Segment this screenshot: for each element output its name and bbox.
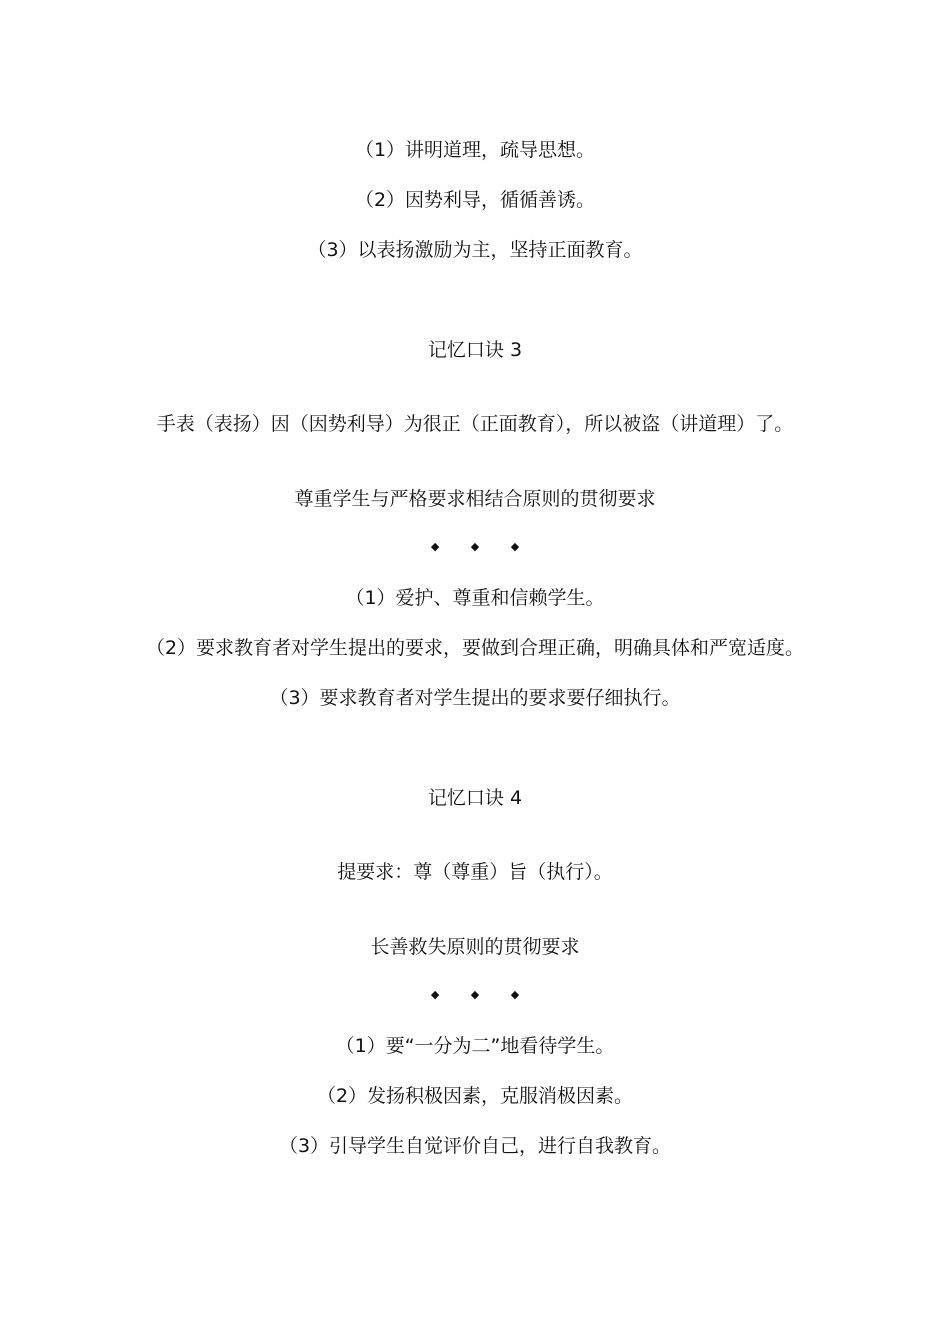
list-item: （2）发扬积极因素，克服消极因素。 [316,1085,634,1107]
mnemonic-title: 记忆口诀 4 [427,787,523,809]
mnemonic-title: 记忆口诀 3 [427,339,523,361]
list-item: （2）因势利导，循循善诱。 [354,189,596,211]
section-heading: 长善救失原则的贯彻要求 [370,936,580,958]
section-heading: 尊重学生与严格要求相结合原则的贯彻要求 [294,488,656,510]
list-item: （3）要求教育者对学生提出的要求要仔细执行。 [269,687,681,709]
list-item: （2）要求教育者对学生提出的要求，要做到合理正确，明确具体和严宽适度。 [145,637,805,659]
mnemonic-text: 提要求：尊（尊重）旨（执行）。 [337,861,613,883]
list-item: （3）以表扬激励为主，坚持正面教育。 [307,239,643,261]
mnemonic-text: 手表（表扬）因（因势利导）为很正（正面教育），所以被盗（讲道理）了。 [156,413,794,435]
list-item: （1）要“一分为二”地看待学生。 [335,1035,615,1057]
list-item: （1）讲明道理，疏导思想。 [354,139,596,161]
diamond-divider: ◆ ◆ ◆ [430,540,534,553]
list-item: （1）爱护、尊重和信赖学生。 [345,587,605,609]
list-item: （3）引导学生自觉评价自己，进行自我教育。 [278,1135,672,1157]
diamond-divider: ◆ ◆ ◆ [430,988,534,1001]
